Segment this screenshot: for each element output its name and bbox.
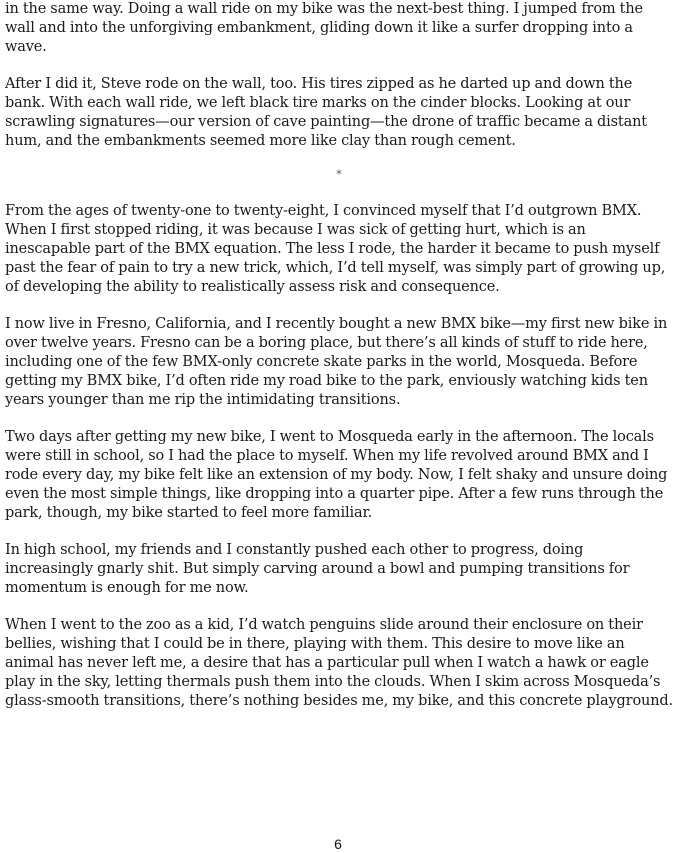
- paragraph: In high school, my friends and I constantly pushed each other to progress, doing increasingly gnarly shit. But simply carving around a bowl and pumping transitions for momentum is enough for me now.: [5, 542, 630, 596]
- page-number: 6: [334, 836, 342, 852]
- document-page: [5, 0, 673, 711]
- paragraph: When I went to the zoo as a kid, I’d watch penguins slide around their enclosure on their bellies, wishing that I could be in there, playing with them. This desire to move like an animal has never left me, a desire that has a particular pull when I watch a hawk or eagle play in the sky, letting thermals push them into the clouds. When I skim across Mosqueda’s glass-smooth transitions, there’s nothing besides me, my bike, and this concrete playground.: [5, 617, 673, 709]
- paragraph: After I did it, Steve rode on the wall, too. His tires zipped as he darted up and down the bank. With each wall ride, we left black tire marks on the cinder blocks. Looking at our scrawling signatures—our version of cave painting—the drone of traffic became a distant hum, and the embankments seemed more like clay than rough cement.: [5, 76, 647, 149]
- paragraph: From the ages of twenty-one to twenty-eight, I convinced myself that I’d outgrown BMX. When I first stopped riding, it was because I was sick of getting hurt, which is an inescapable part of the BMX equation. The less I rode, the harder it became to push myself past the fear of pain to try a new trick, which, I’d tell myself, was simply part of growing up, of developing the ability to realistically assess risk and consequence.: [5, 203, 666, 295]
- paragraph: in the same way. Doing a wall ride on my bike was the next-best thing. I jumped from the wall and into the unforgiving embankment, gliding down it like a surfer dropping into a wave.: [5, 1, 643, 55]
- paragraph: I now live in Fresno, California, and I recently bought a new BMX bike—my first new bike in over twelve years. Fresno can be a boring place, but there’s all kinds of stuff to ride here, including one of the few BMX-only concrete skate parks in the world, Mosqueda. Before getting my BMX bike, I’d often ride my road bike to the park, enviously watching kids ten years younger than me rip the intimidating transitions.: [5, 316, 668, 408]
- paragraph: Two days after getting my new bike, I went to Mosqueda early in the afternoon. The locals were still in school, so I had the place to myself. When my life revolved around BMX and I rode every day, my bike felt like an extension of my body. Now, I felt shaky and unsure doing even the most simple things, like dropping into a quarter pipe. After a few runs through the park, though, my bike started to feel more familiar.: [5, 429, 668, 521]
- section-break: *: [336, 168, 342, 181]
